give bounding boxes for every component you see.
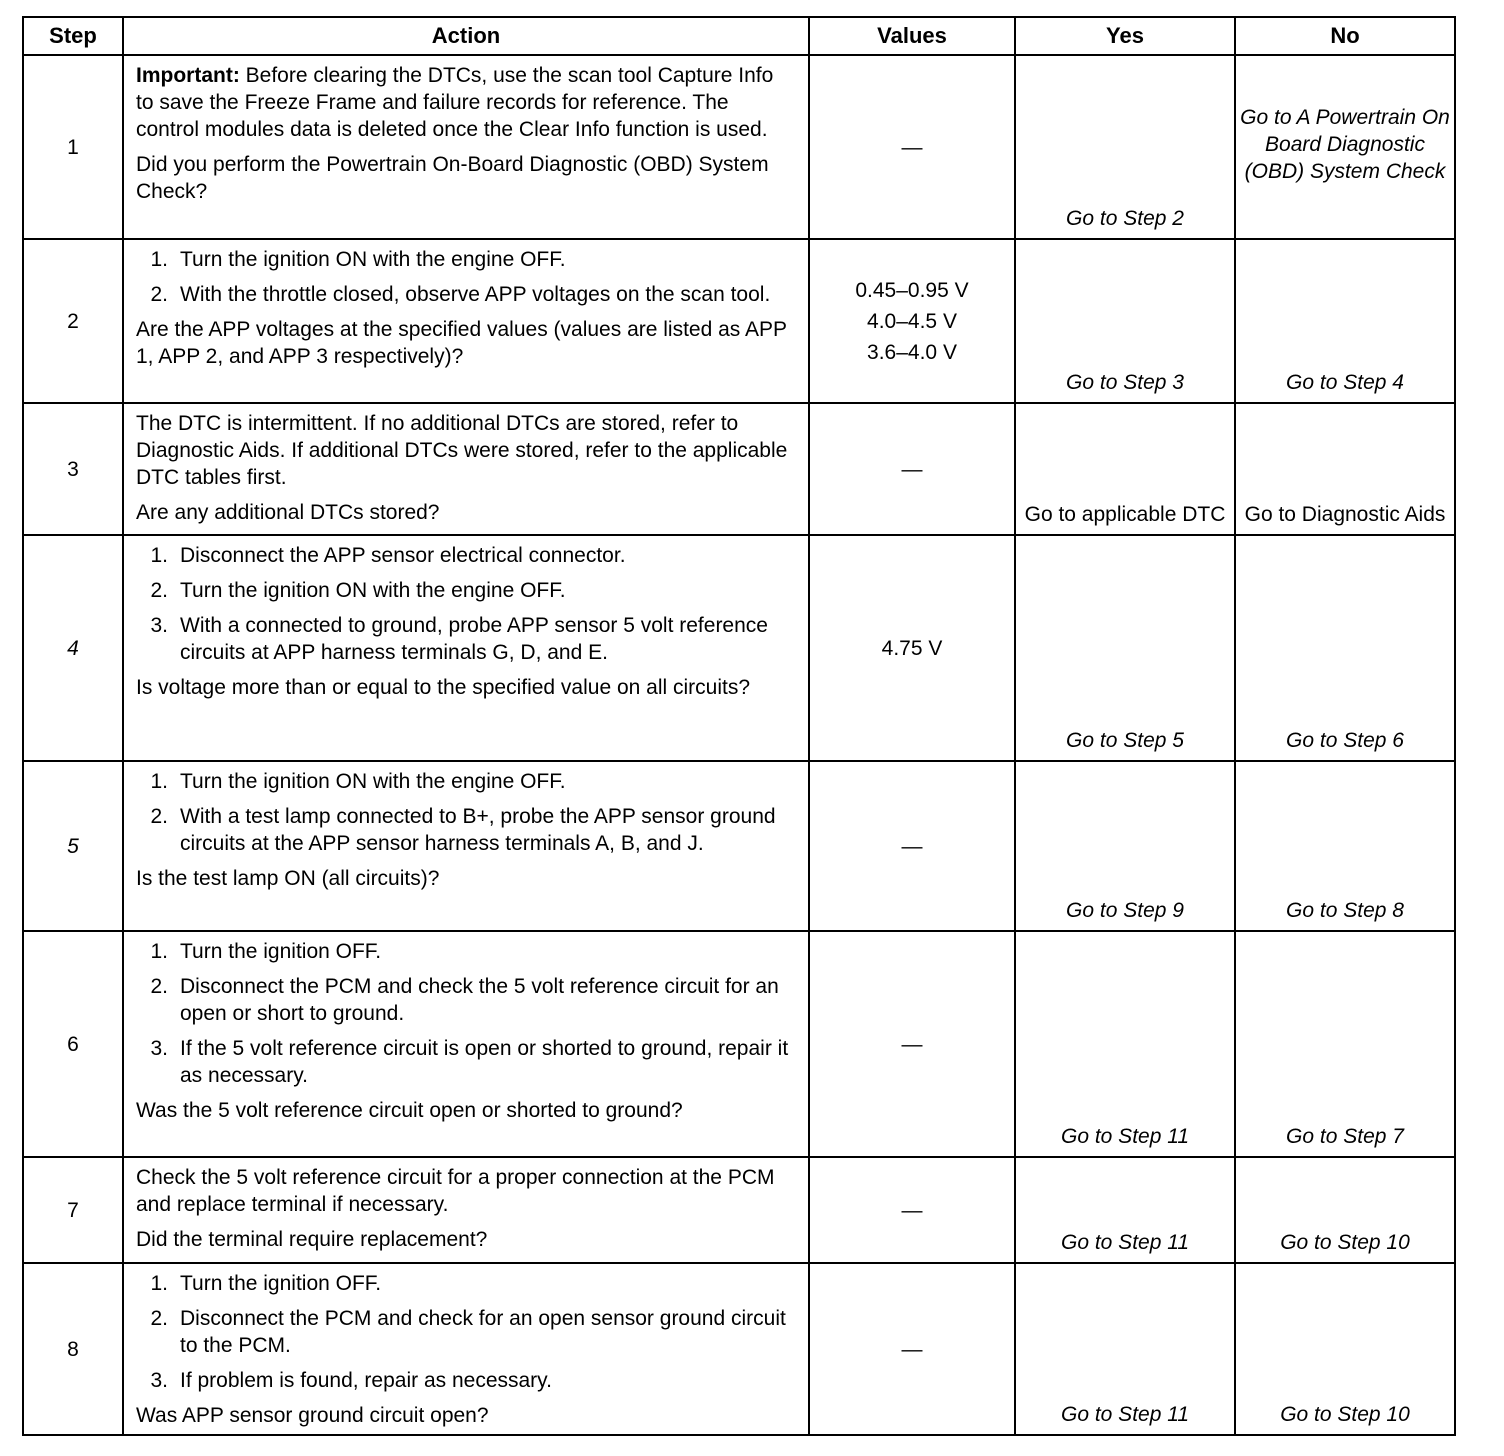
value-text: —: [901, 135, 923, 159]
values-cell: [809, 1263, 1015, 1435]
important-note: [136, 62, 796, 143]
value-text: —: [901, 834, 923, 858]
value-text: —: [901, 1032, 923, 1056]
table-row: [23, 403, 1455, 535]
values-cell: [809, 239, 1015, 403]
procedure-step: 1. Turn the ignition ON with the engine OFF.: [150, 770, 566, 793]
procedure-step: 2. Disconnect the PCM and check the 5 volt reference circuit for an open or short to ground.: [150, 975, 779, 1025]
value-text: —: [901, 457, 923, 481]
value-text: 4.75 V: [881, 636, 943, 660]
action-cell: [123, 931, 809, 1157]
yes-cell: Go to Step 11: [1015, 1263, 1235, 1435]
table-row: [23, 55, 1455, 239]
step-number: 2: [23, 239, 123, 403]
values-cell: [809, 761, 1015, 931]
procedure-list: [136, 542, 796, 666]
yes-cell: Go to Step 2: [1015, 55, 1235, 239]
value-text: 0.45–0.95 V: [855, 278, 969, 302]
header-action: Action: [123, 17, 809, 55]
step-number: 3: [23, 403, 123, 535]
no-cell: Go to Diagnostic Aids: [1235, 403, 1455, 535]
action-cell: [123, 761, 809, 931]
question-text: Is the test lamp ON (all circuits)?: [136, 867, 440, 890]
procedure-step: 1. Turn the ignition OFF.: [150, 940, 382, 963]
procedure-step: 2. Turn the ignition ON with the engine OFF.: [150, 579, 566, 602]
action-cell: [123, 239, 809, 403]
table-row: [23, 761, 1455, 931]
yes-cell: Go to Step 9: [1015, 761, 1235, 931]
procedure-step: 2. With the throttle closed, observe APP voltages on the scan tool.: [150, 283, 771, 306]
procedure-step: 3. If the 5 volt reference circuit is open or shorted to ground, repair it as necessary.: [150, 1037, 789, 1087]
procedure-list: [136, 246, 796, 308]
procedure-step: 1. Turn the ignition ON with the engine OFF.: [150, 248, 566, 271]
table-row: [23, 239, 1455, 403]
table-row: [23, 1263, 1455, 1435]
action-cell: [123, 1263, 809, 1435]
no-cell: Go to Step 8: [1235, 761, 1455, 931]
procedure-list: [136, 768, 796, 857]
action-cell: [123, 1157, 809, 1263]
no-cell: Go to Step 7: [1235, 931, 1455, 1157]
step-number: 7: [23, 1157, 123, 1263]
values-cell: [809, 1157, 1015, 1263]
action-cell: [123, 535, 809, 761]
no-cell: Go to Step 10: [1235, 1157, 1455, 1263]
header-values: Values: [809, 17, 1015, 55]
step-number: 5: [23, 761, 123, 931]
value-text: 4.0–4.5 V: [867, 309, 957, 333]
procedure-step: 1. Turn the ignition OFF.: [150, 1272, 382, 1295]
step-number: 1: [23, 55, 123, 239]
question-text: Did you perform the Powertrain On-Board Diagnostic (OBD) System Check?: [136, 153, 769, 203]
action-cell: [123, 403, 809, 535]
table-row: [23, 931, 1455, 1157]
procedure-step: 3. With a connected to ground, probe APP sensor 5 volt reference circuits at APP harness terminals G, D, and E.: [150, 614, 768, 664]
yes-cell: Go to Step 11: [1015, 1157, 1235, 1263]
action-cell: [123, 55, 809, 239]
question-text: Are the APP voltages at the specified values (values are listed as APP 1, APP 2, and APP 3 respectively)?: [136, 318, 787, 368]
value-text: —: [901, 1198, 923, 1222]
step-number: 6: [23, 931, 123, 1157]
procedure-step: 2. Disconnect the PCM and check for an open sensor ground circuit to the PCM.: [150, 1307, 786, 1357]
no-cell: Go to Step 10: [1235, 1263, 1455, 1435]
diagnostic-table: [22, 16, 1456, 1436]
procedure-step: 2. With a test lamp connected to B+, probe the APP sensor ground circuits at the APP sensor harness terminals A, B, and J.: [150, 805, 776, 855]
value-text: 3.6–4.0 V: [867, 340, 957, 364]
values-cell: [809, 535, 1015, 761]
table-row: [23, 1157, 1455, 1263]
important-text: Before clearing the DTCs, use the scan tool Capture Info to save the Freeze Frame and failure records for reference. The control modules data is deleted once the Clear Info function is used.: [136, 64, 774, 141]
instruction-text: The DTC is intermittent. If no additional DTCs are stored, refer to Diagnostic Aids. If additional DTCs were stored, refer to the applicable DTC tables first.: [136, 412, 788, 489]
yes-cell: Go to Step 5: [1015, 535, 1235, 761]
values-cell: [809, 931, 1015, 1157]
instruction-text: Check the 5 volt reference circuit for a proper connection at the PCM and replace terminal if necessary.: [136, 1166, 775, 1216]
procedure-step: 3. If problem is found, repair as necessary.: [150, 1369, 552, 1392]
question-text: Are any additional DTCs stored?: [136, 501, 440, 524]
question-text: Is voltage more than or equal to the specified value on all circuits?: [136, 676, 751, 699]
header-yes: Yes: [1015, 17, 1235, 55]
no-cell: Go to A Powertrain On Board Diagnostic (OBD) System Check: [1235, 55, 1455, 239]
procedure-list: [136, 1270, 796, 1394]
question-text: Was the 5 volt reference circuit open or shorted to ground?: [136, 1099, 683, 1122]
question-text: Did the terminal require replacement?: [136, 1228, 488, 1251]
step-number: 4: [23, 535, 123, 761]
value-text: —: [901, 1337, 923, 1361]
values-cell: [809, 55, 1015, 239]
header-step: Step: [23, 17, 123, 55]
table-row: [23, 535, 1455, 761]
yes-cell: Go to applicable DTC: [1015, 403, 1235, 535]
no-cell: Go to Step 6: [1235, 535, 1455, 761]
values-cell: [809, 403, 1015, 535]
header-row: [23, 17, 1455, 55]
important-label: Important:: [136, 64, 240, 87]
header-no: No: [1235, 17, 1455, 55]
question-text: Was APP sensor ground circuit open?: [136, 1404, 489, 1427]
yes-cell: Go to Step 11: [1015, 931, 1235, 1157]
procedure-list: [136, 938, 796, 1089]
procedure-step: 1. Disconnect the APP sensor electrical connector.: [150, 544, 626, 567]
step-number: 8: [23, 1263, 123, 1435]
no-cell: Go to Step 4: [1235, 239, 1455, 403]
yes-cell: Go to Step 3: [1015, 239, 1235, 403]
